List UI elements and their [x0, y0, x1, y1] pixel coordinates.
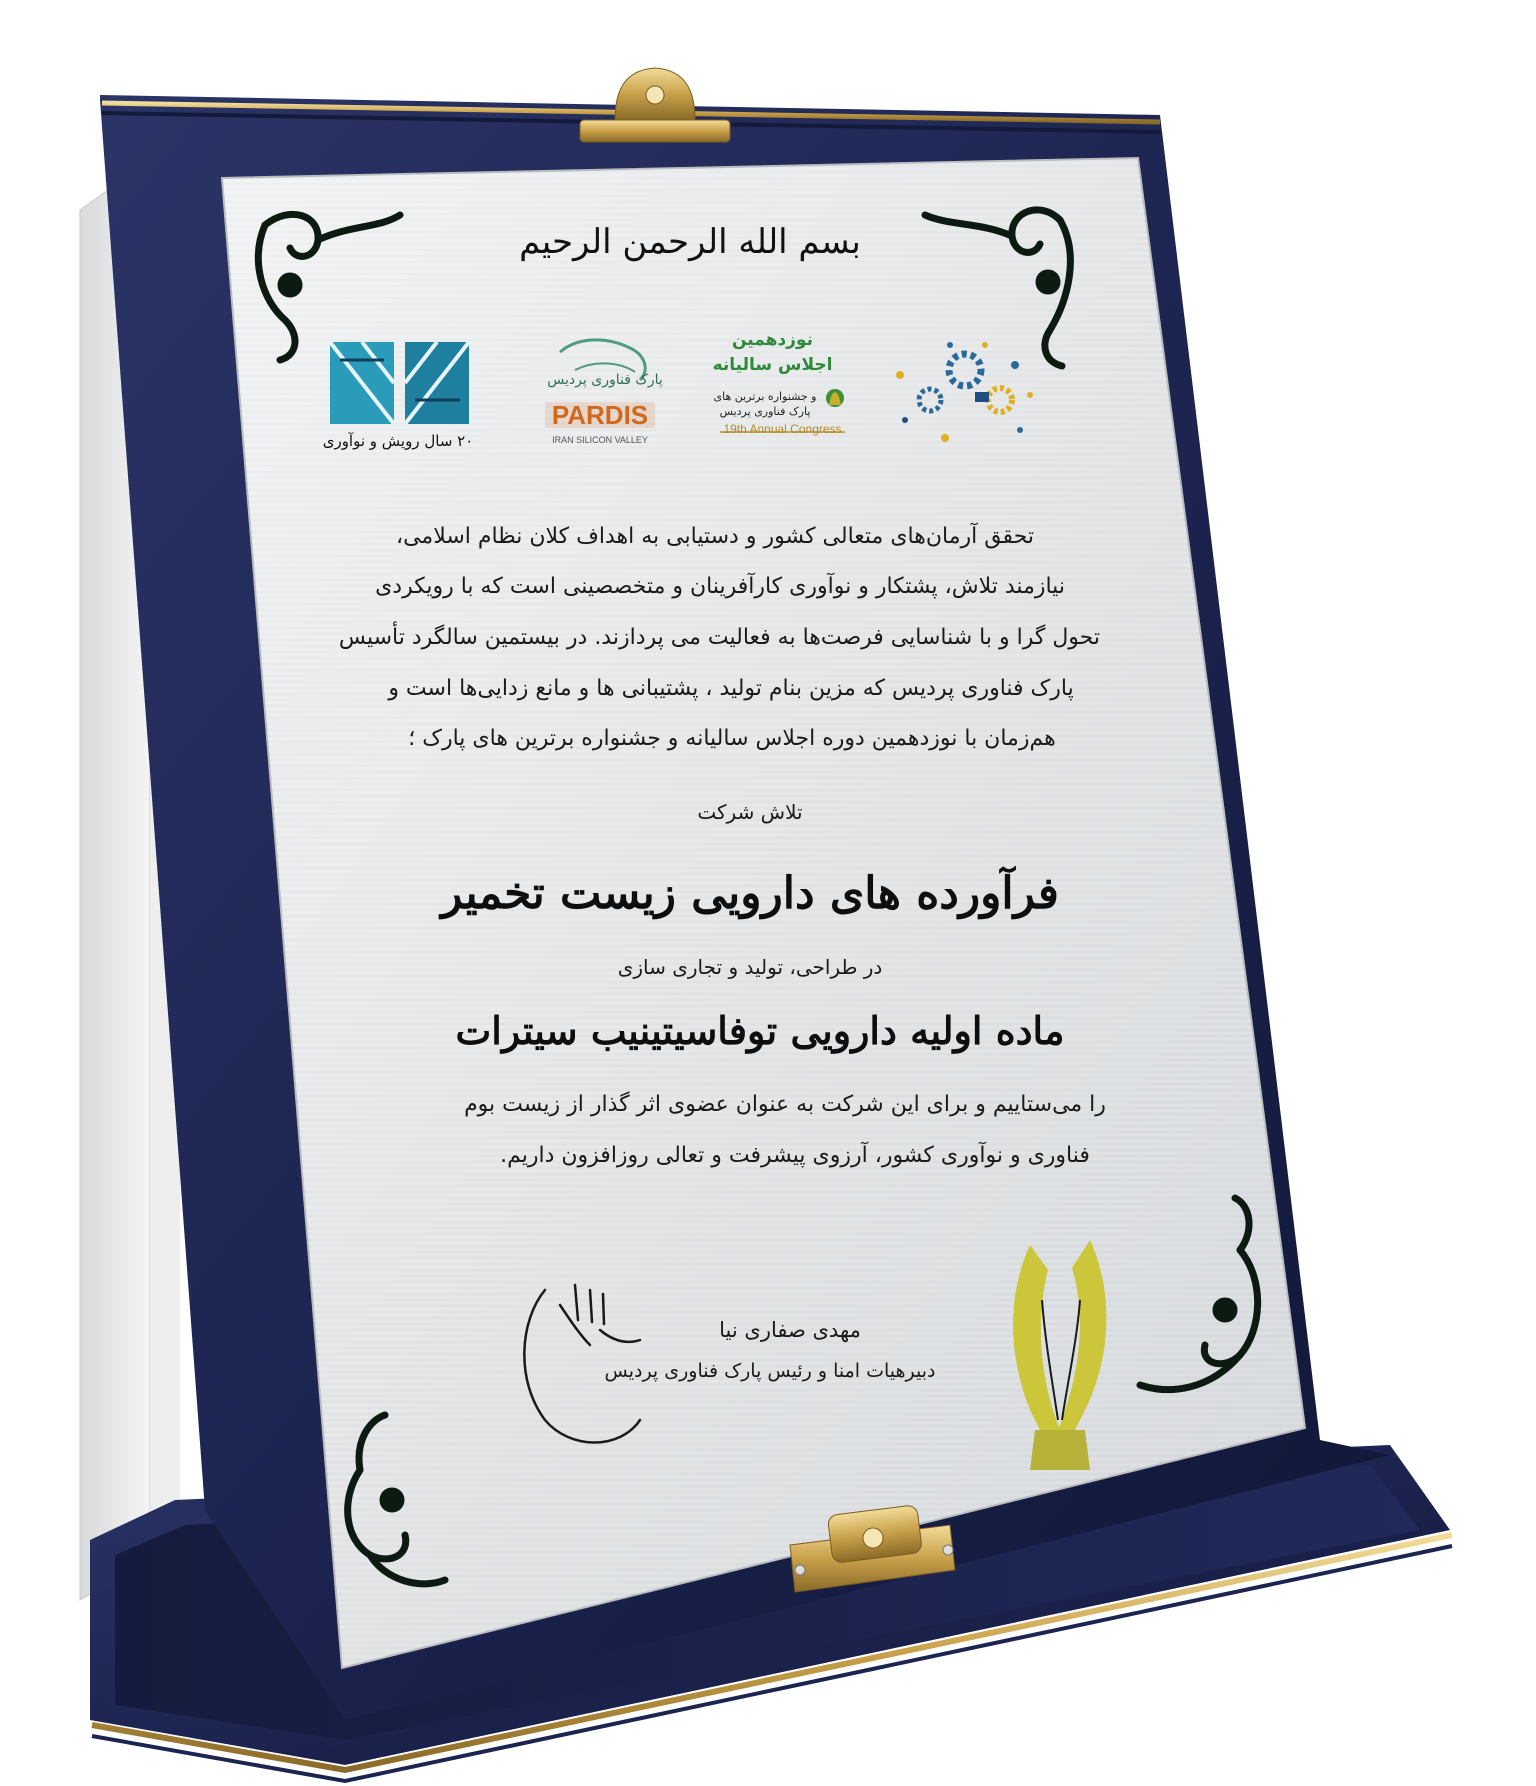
product-name: ماده اولیه دارویی توفاسیتینیب سیترات — [455, 1008, 1065, 1053]
intro-line-3: تحول گرا و با شناسایی فرصت‌ها به فعالیت می پردازند. در بیستمین سالگرد تأسیس — [338, 625, 1100, 650]
logo-congress-line2: اجلاس سالیانه — [712, 355, 833, 375]
intro-line-2: نیازمند تلاش، پشتکار و نوآوری کارآفرینان و متخصصینی است که با رویکردی — [375, 574, 1065, 599]
signer-title: دبیرهیات امنا و رئیس پارک فناوری پردیس — [604, 1360, 936, 1382]
closing-line-2: فناوری و نوآوری کشور، آرزوی پیشرفت و تعالی روزافزون داریم. — [500, 1143, 1090, 1168]
intro-line-5: هم‌زمان با نوزدهمین دوره اجلاس سالیانه و جشنواره برترین های پارک ؛ — [408, 726, 1056, 751]
signer-name: مهدی صفاری نیا — [719, 1318, 861, 1342]
basmala: بسم الله الرحمن الرحیم — [519, 222, 861, 262]
logo-twenty-years-caption: ۲۰ سال رویش و نوآوری — [322, 432, 474, 450]
intro-line-4: پارک فناوری پردیس که مزین بنام تولید ، پشتیبانی ها و مانع زدایی‌ها است و — [388, 676, 1074, 701]
logo-congress-line1: نوزدهمین — [732, 330, 813, 350]
intro-line-1: تحقق آرمان‌های متعالی کشور و دستیابی به اهداف کلان نظام اسلامی، — [395, 524, 1035, 549]
logo-congress-line4: پارک فناوری پردیس — [719, 405, 811, 418]
effort-label: تلاش شرکت — [697, 800, 803, 824]
logo-congress-en: 19th Annual Congress — [723, 422, 842, 436]
closing-line-1: را می‌ستاییم و برای این شرکت به عنوان عضوی اثر گذار از زیست بوم — [464, 1092, 1106, 1117]
company-name: فرآورده های دارویی زیست تخمیر — [441, 868, 1059, 919]
logo-pardis-sub: IRAN SILICON VALLEY — [552, 435, 648, 445]
field-line: در طراحی، تولید و تجاری سازی — [617, 955, 883, 979]
logo-pardis-fa: پارک فناوری پردیس — [547, 372, 663, 388]
logo-congress-line3: و جشنواره برترین های — [713, 390, 817, 403]
logo-pardis-en: PARDIS — [551, 400, 649, 430]
